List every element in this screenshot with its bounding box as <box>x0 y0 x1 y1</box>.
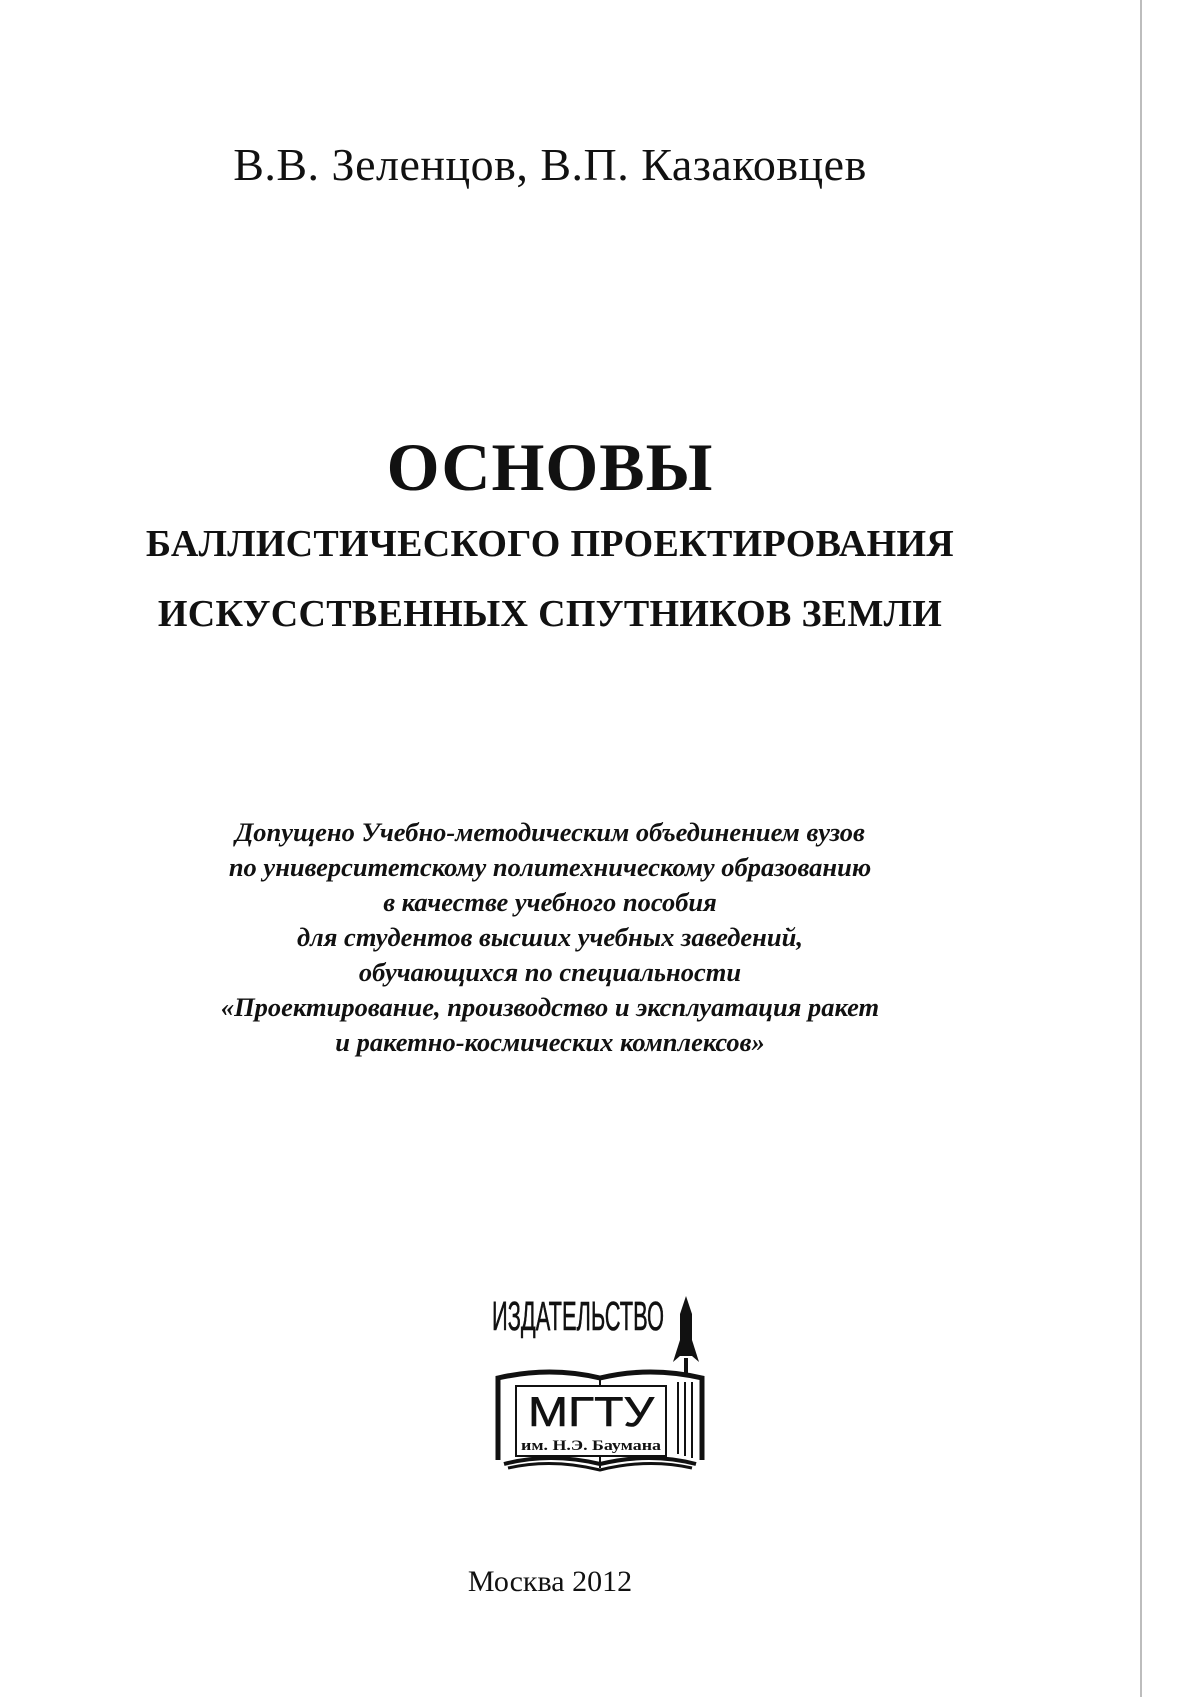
approval-line: и ракетно-космических комплексов» <box>335 1027 765 1057</box>
rocket-icon <box>673 1296 699 1374</box>
book-title-line-1: БАЛЛИСТИЧЕСКОГО ПРОЕКТИРОВАНИЯ <box>145 523 955 565</box>
approval-line: обучающихся по специальности <box>358 957 742 987</box>
publisher-logo <box>490 1278 710 1488</box>
approval-line: для студентов высших учебных заведений, <box>297 922 803 952</box>
logo-main-text: МГТУ <box>528 1388 655 1435</box>
page-edge-line <box>1140 0 1142 1697</box>
approval-line: по университетскому политехническому образованию <box>228 852 872 882</box>
book-title-main: ОСНОВЫ <box>386 429 714 505</box>
logo-sub-text: им. Н.Э. Баумана <box>521 1438 662 1454</box>
approval-statement <box>0 815 1100 1060</box>
approval-line: Допущено Учебно-методическим объединением вузов <box>235 817 865 847</box>
imprint-city-year: Москва 2012 <box>467 1565 633 1598</box>
authors: В.В. Зеленцов, В.П. Казаковцев <box>233 139 867 190</box>
logo-top-text: ИЗДАТЕЛЬСТВО <box>492 1293 664 1339</box>
approval-line: в качестве учебного пособия <box>383 887 717 917</box>
book-title-line-2: ИСКУССТВЕННЫХ СПУТНИКОВ ЗЕМЛИ <box>157 593 943 635</box>
approval-line: «Проектирование, производство и эксплуатация ракет <box>220 992 880 1022</box>
